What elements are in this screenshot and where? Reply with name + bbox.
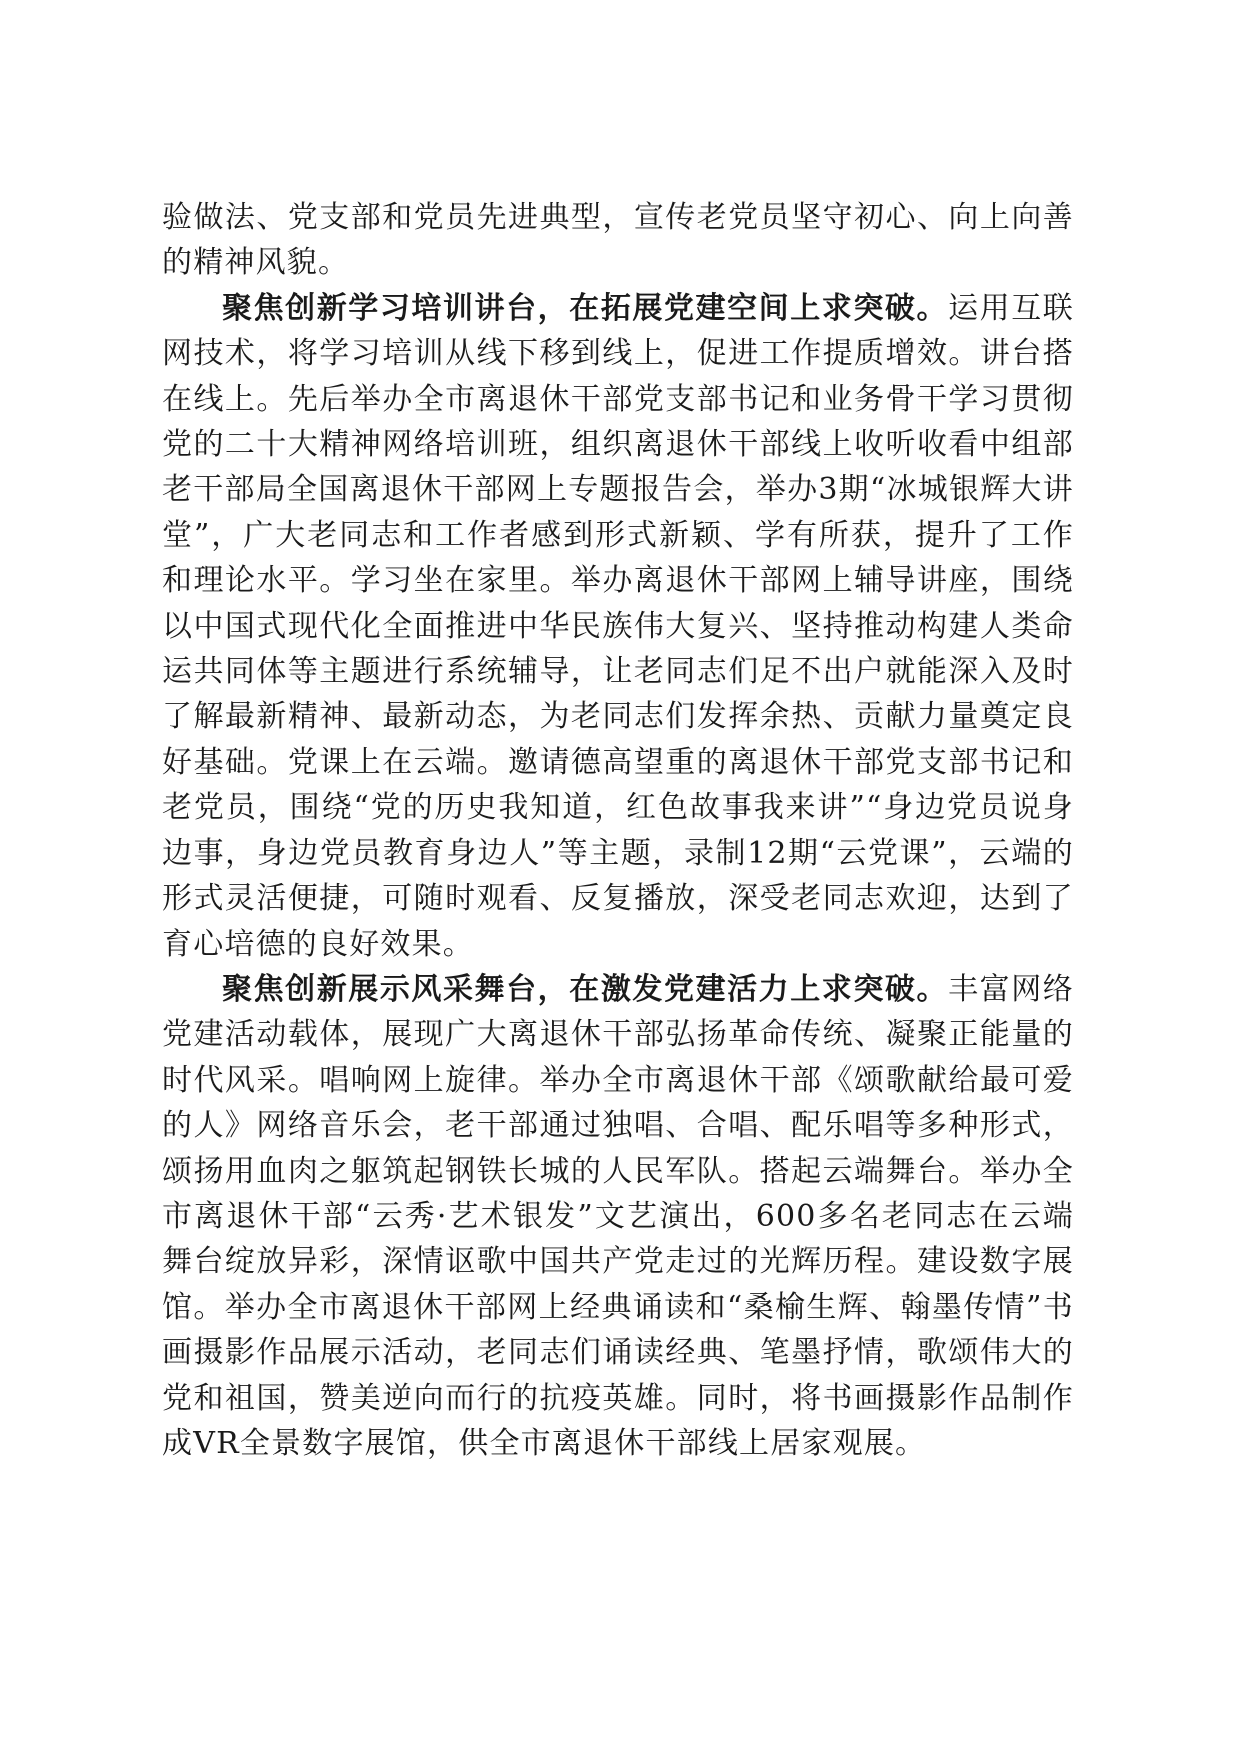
paragraph-body: 运用互联网技术，将学习培训从线下移到线上，促进工作提质增效。讲台搭在线上。先后举办全市离退休干部党支部书记和业务骨干学习贯彻党的二十大精神网络培训班，组织离退休干部线上收听收看中组部老干部局全国离退休干部网上专题报告会，举办3期“冰城银辉大讲堂”，广大老同志和工作者感到形式新颖、学有所获，提升了工作和理论水平。学习坐在家里。举办离退休干部网上辅导讲座，围绕以中国式现代化全面推进中华民族伟大复兴、坚持推动构建人类命运共同体等主题进行系统辅导，让老同志们足不出户就能深入及时了解最新精神、最新动态，为老同志们发挥余热、贡献力量奠定良好基础。党课上在云端。邀请德高望重的离退休干部党支部书记和老党员，围绕“党的历史我知道，红色故事我来讲”“身边党员说身边事，身边党员教育身边人”等主题，录制12期“云党课”，云端的形式灵活便捷，可随时观看、反复播放，深受老同志欢迎，达到了育心培德的良好效果。 bbox=[162, 290, 1074, 962]
paragraph-showcase-stage bbox=[162, 967, 1074, 1466]
document-page bbox=[162, 195, 1074, 1466]
paragraph-body: 验做法、党支部和党员先进典型，宣传老党员坚守初心、向上向善的精神风貌。 bbox=[162, 200, 1074, 281]
paragraph-lead-heading: 聚焦创新学习培训讲台，在拓展党建空间上求突破。 bbox=[222, 290, 949, 326]
paragraph-lead-heading: 聚焦创新展示风采舞台，在激发党建活力上求突破。 bbox=[222, 971, 949, 1007]
paragraph-study-training bbox=[162, 286, 1074, 967]
paragraph-continuation bbox=[162, 195, 1074, 286]
paragraph-body: 丰富网络党建活动载体，展现广大离退休干部弘扬革命传统、凝聚正能量的时代风采。唱响网上旋律。举办全市离退休干部《颂歌献给最可爱的人》网络音乐会，老干部通过独唱、合唱、配乐唱等多种形式，颂扬用血肉之躯筑起钢铁长城的人民军队。搭起云端舞台。举办全市离退休干部“云秀·艺术银发”文艺演出，600多名老同志在云端舞台绽放异彩，深情讴歌中国共产党走过的光辉历程。建设数字展馆。举办全市离退休干部网上经典诵读和“桑榆生辉、翰墨传情”书画摄影作品展示活动，老同志们诵读经典、笔墨抒情，歌颂伟大的党和祖国，赞美逆向而行的抗疫英雄。同时，将书画摄影作品制作成VR全景数字展馆，供全市离退休干部线上居家观展。 bbox=[162, 971, 1074, 1461]
